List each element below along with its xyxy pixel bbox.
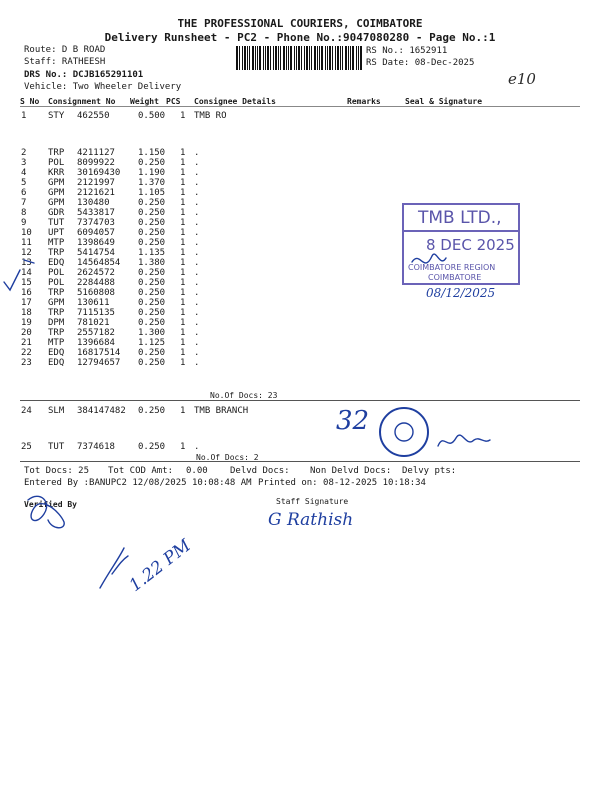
cell-weight: 0.250 bbox=[138, 228, 166, 238]
cell-pcs: 1 bbox=[180, 158, 186, 168]
cell-consignee: . bbox=[194, 198, 200, 208]
cell-consignee: . bbox=[194, 328, 200, 338]
cell-sno: 19 bbox=[21, 318, 32, 328]
cell-weight: 0.250 bbox=[138, 358, 166, 368]
route-label: Route: D B ROAD bbox=[24, 45, 106, 55]
cell-pcs: 1 bbox=[180, 238, 186, 248]
cell-sno: 23 bbox=[21, 358, 32, 368]
cell-sno: 12 bbox=[21, 248, 32, 258]
time-handwritten-note: 1.22 PM bbox=[125, 535, 195, 596]
cell-pcs: 1 bbox=[180, 298, 186, 308]
cell-consignee: . bbox=[194, 178, 200, 188]
total-docs: Tot Docs: 25 bbox=[24, 466, 90, 476]
cell-prefix: UPT bbox=[48, 228, 65, 238]
cell-pcs: 1 bbox=[180, 218, 186, 228]
company-title: THE PROFESSIONAL COURIERS, COIMBATORE bbox=[177, 17, 423, 30]
cell-sno: 24 bbox=[21, 406, 32, 416]
count-handwritten-mark: 32 bbox=[336, 406, 370, 436]
cell-consignment-no: 5160808 bbox=[77, 288, 115, 298]
cell-consignment-no: 7115135 bbox=[77, 308, 115, 318]
cell-consignment-no: 1396684 bbox=[77, 338, 115, 348]
cell-sno: 7 bbox=[21, 198, 27, 208]
cell-sno: 20 bbox=[21, 328, 32, 338]
tick-mark-icon bbox=[4, 270, 20, 290]
cell-pcs: 1 bbox=[180, 178, 186, 188]
cell-consignee: . bbox=[194, 258, 200, 268]
cell-consignee: . bbox=[194, 218, 200, 228]
cell-consignee: . bbox=[194, 278, 200, 288]
verifier-signature-icon bbox=[28, 496, 64, 527]
cell-prefix: EDQ bbox=[48, 358, 65, 368]
cell-consignment-no: 781021 bbox=[77, 318, 110, 328]
cell-prefix: TRP bbox=[48, 328, 65, 338]
cell-consignee: . bbox=[194, 288, 200, 298]
cell-weight: 0.250 bbox=[138, 348, 166, 358]
cell-sno: 9 bbox=[21, 218, 27, 228]
cell-prefix: EDQ bbox=[48, 258, 65, 268]
cell-weight: 1.125 bbox=[138, 338, 166, 348]
cell-prefix: TUT bbox=[48, 442, 65, 452]
cell-consignee: TMB RO bbox=[194, 111, 227, 121]
entered-by: Entered By :BANUPC2 12/08/2025 10:08:48 AM bbox=[24, 478, 252, 488]
stamp-date: 8 DEC 2025 bbox=[426, 236, 515, 254]
cell-consignment-no: 2624572 bbox=[77, 268, 115, 278]
cell-weight: 1.380 bbox=[138, 258, 166, 268]
cell-prefix: STY bbox=[48, 111, 65, 121]
cell-consignee: . bbox=[194, 268, 200, 278]
cell-sno: 18 bbox=[21, 308, 32, 318]
cell-consignment-no: 12794657 bbox=[77, 358, 121, 368]
staff-handwritten-signature: G Rathish bbox=[268, 510, 354, 530]
cell-prefix: DPM bbox=[48, 318, 65, 328]
cell-pcs: 1 bbox=[180, 168, 186, 178]
cell-pcs: 1 bbox=[180, 148, 186, 158]
cell-sno: 14 bbox=[21, 268, 32, 278]
printed-on: Printed on: 08-12-2025 10:18:34 bbox=[258, 478, 426, 488]
handwritten-scribble-icon bbox=[100, 548, 128, 588]
group-count-second: No.Of Docs: 2 bbox=[196, 453, 259, 462]
non-delivered-docs: Non Delvd Docs: bbox=[310, 466, 392, 476]
cell-sno: 8 bbox=[21, 208, 27, 218]
col-consignment: Consignment No bbox=[48, 97, 116, 106]
cell-weight: 0.250 bbox=[138, 268, 166, 278]
cell-weight: 0.500 bbox=[138, 111, 166, 121]
cell-weight: 0.250 bbox=[138, 406, 166, 416]
cell-pcs: 1 bbox=[180, 198, 186, 208]
col-sno: S No bbox=[20, 97, 40, 106]
total-cod-value: 0.00 bbox=[186, 466, 208, 476]
cell-sno: 16 bbox=[21, 288, 32, 298]
drs-number: DRS No.: DCJB165291101 bbox=[24, 70, 144, 80]
cell-consignee: . bbox=[194, 338, 200, 348]
group-count-first: No.Of Docs: 23 bbox=[210, 391, 278, 400]
cell-prefix: POL bbox=[48, 268, 65, 278]
cell-pcs: 1 bbox=[180, 228, 186, 238]
cell-consignment-no: 1398649 bbox=[77, 238, 115, 248]
cell-consignee: . bbox=[194, 308, 200, 318]
cell-prefix: TRP bbox=[48, 288, 65, 298]
cell-weight: 0.250 bbox=[138, 318, 166, 328]
runsheet-subtitle: Delivery Runsheet - PC2 - Phone No.:9047080280 - Page No.:1 bbox=[104, 31, 496, 44]
receiver-signature-icon bbox=[438, 435, 490, 446]
cell-pcs: 1 bbox=[180, 248, 186, 258]
cell-consignment-no: 2121997 bbox=[77, 178, 115, 188]
stamp-name: TMB LTD., bbox=[418, 208, 502, 228]
cell-prefix: GPM bbox=[48, 178, 65, 188]
cell-weight: 0.250 bbox=[138, 218, 166, 228]
cell-weight: 0.250 bbox=[138, 442, 166, 452]
cell-consignment-no: 5414754 bbox=[77, 248, 115, 258]
verified-by: Verified By bbox=[24, 500, 77, 509]
cell-consignee: . bbox=[194, 298, 200, 308]
cell-prefix: TRP bbox=[48, 308, 65, 318]
cell-pcs: 1 bbox=[180, 288, 186, 298]
col-remarks: Remarks bbox=[347, 97, 381, 106]
cell-consignment-no: 30169430 bbox=[77, 168, 121, 178]
cell-prefix: GDR bbox=[48, 208, 65, 218]
cell-prefix: SLM bbox=[48, 406, 65, 416]
cell-consignment-no: 384147482 bbox=[77, 406, 126, 416]
rs-number: RS No.: 1652911 bbox=[366, 46, 448, 56]
cell-consignee: . bbox=[194, 442, 200, 452]
cell-weight: 1.370 bbox=[138, 178, 166, 188]
cell-consignee: . bbox=[194, 228, 200, 238]
cell-prefix: GPM bbox=[48, 298, 65, 308]
delivered-docs: Delvd Docs: bbox=[230, 466, 290, 476]
cell-sno: 3 bbox=[21, 158, 27, 168]
cell-pcs: 1 bbox=[180, 188, 186, 198]
cell-consignment-no: 462550 bbox=[77, 111, 110, 121]
cell-sno: 6 bbox=[21, 188, 27, 198]
cell-consignment-no: 130611 bbox=[77, 298, 110, 308]
cell-weight: 1.135 bbox=[138, 248, 166, 258]
cell-sno: 11 bbox=[21, 238, 32, 248]
cell-consignee: . bbox=[194, 248, 200, 258]
stamp-city: COIMBATORE bbox=[428, 273, 482, 282]
col-seal: Seal & Signature bbox=[405, 97, 483, 106]
cell-weight: 1.190 bbox=[138, 168, 166, 178]
cell-sno: 22 bbox=[21, 348, 32, 358]
cell-sno: 10 bbox=[21, 228, 32, 238]
cell-pcs: 1 bbox=[180, 442, 186, 452]
cell-consignment-no: 16817514 bbox=[77, 348, 121, 358]
cell-pcs: 1 bbox=[180, 308, 186, 318]
cell-consignee: . bbox=[194, 148, 200, 158]
cell-prefix: TUT bbox=[48, 218, 65, 228]
cell-sno: 25 bbox=[21, 442, 32, 452]
cell-sno: 13 bbox=[21, 258, 32, 268]
cell-weight: 0.250 bbox=[138, 158, 166, 168]
col-pcs: PCS bbox=[166, 97, 181, 106]
cell-consignment-no: 2284488 bbox=[77, 278, 115, 288]
cell-consignee: . bbox=[194, 208, 200, 218]
cell-pcs: 1 bbox=[180, 208, 186, 218]
cell-prefix: KRR bbox=[48, 168, 65, 178]
cell-sno: 4 bbox=[21, 168, 27, 178]
cell-consignment-no: 8099922 bbox=[77, 158, 115, 168]
cell-weight: 0.250 bbox=[138, 278, 166, 288]
cell-prefix: TRP bbox=[48, 248, 65, 258]
cell-weight: 0.250 bbox=[138, 208, 166, 218]
staff-signature-label: Staff Signature bbox=[276, 497, 349, 506]
rs-date: RS Date: 08-Dec-2025 bbox=[366, 58, 475, 68]
cell-weight: 0.250 bbox=[138, 308, 166, 318]
cell-sno: 15 bbox=[21, 278, 32, 288]
cell-weight: 0.250 bbox=[138, 198, 166, 208]
cell-sno: 1 bbox=[21, 111, 27, 121]
cell-prefix: MTP bbox=[48, 238, 65, 248]
cell-consignment-no: 7374703 bbox=[77, 218, 115, 228]
cell-consignment-no: 2121621 bbox=[77, 188, 115, 198]
cell-consignee: . bbox=[194, 358, 200, 368]
cell-pcs: 1 bbox=[180, 268, 186, 278]
stamp-signature-icon bbox=[412, 254, 446, 263]
cell-consignee: . bbox=[194, 238, 200, 248]
cell-weight: 0.250 bbox=[138, 288, 166, 298]
stamp-region: COIMBATORE REGION bbox=[408, 263, 496, 272]
delivery-points: Delvy pts: bbox=[402, 466, 457, 476]
cell-weight: 1.150 bbox=[138, 148, 166, 158]
cell-consignee: . bbox=[194, 158, 200, 168]
vehicle-label: Vehicle: Two Wheeler Delivery bbox=[24, 82, 182, 92]
cell-pcs: 1 bbox=[180, 406, 186, 416]
cell-pcs: 1 bbox=[180, 348, 186, 358]
top-handwritten-mark: e10 bbox=[508, 70, 536, 88]
cell-consignment-no: 7374618 bbox=[77, 442, 115, 452]
cell-sno: 17 bbox=[21, 298, 32, 308]
cell-prefix: MTP bbox=[48, 338, 65, 348]
cell-sno: 2 bbox=[21, 148, 27, 158]
cell-prefix: POL bbox=[48, 278, 65, 288]
margin-mark-icon bbox=[24, 260, 34, 263]
cell-weight: 0.250 bbox=[138, 238, 166, 248]
round-seal-icon bbox=[380, 408, 428, 456]
cell-consignment-no: 2557182 bbox=[77, 328, 115, 338]
cell-consignment-no: 6094057 bbox=[77, 228, 115, 238]
staff-label: Staff: RATHEESH bbox=[24, 57, 106, 67]
cell-consignment-no: 130480 bbox=[77, 198, 110, 208]
cell-consignee: . bbox=[194, 168, 200, 178]
cell-prefix: GPM bbox=[48, 198, 65, 208]
cell-consignee: . bbox=[194, 188, 200, 198]
cell-sno: 21 bbox=[21, 338, 32, 348]
col-weight: Weight bbox=[130, 97, 159, 106]
col-consignee: Consignee Details bbox=[194, 97, 276, 106]
cell-consignee: . bbox=[194, 318, 200, 328]
cell-consignee: . bbox=[194, 348, 200, 358]
cell-consignment-no: 14564854 bbox=[77, 258, 121, 268]
cell-pcs: 1 bbox=[180, 358, 186, 368]
cell-sno: 5 bbox=[21, 178, 27, 188]
cell-weight: 1.300 bbox=[138, 328, 166, 338]
cell-pcs: 1 bbox=[180, 328, 186, 338]
total-cod-label: Tot COD Amt: bbox=[108, 466, 174, 476]
cell-prefix: GPM bbox=[48, 188, 65, 198]
cell-consignment-no: 4211127 bbox=[77, 148, 115, 158]
cell-prefix: TRP bbox=[48, 148, 65, 158]
cell-pcs: 1 bbox=[180, 278, 186, 288]
cell-pcs: 1 bbox=[180, 318, 186, 328]
cell-pcs: 1 bbox=[180, 258, 186, 268]
cell-prefix: POL bbox=[48, 158, 65, 168]
cell-prefix: EDQ bbox=[48, 348, 65, 358]
cell-consignee: TMB BRANCH bbox=[194, 406, 249, 416]
stamp-handwritten-date: 08/12/2025 bbox=[426, 286, 496, 300]
cell-pcs: 1 bbox=[180, 111, 186, 121]
cell-pcs: 1 bbox=[180, 338, 186, 348]
cell-consignment-no: 5433817 bbox=[77, 208, 115, 218]
cell-weight: 0.250 bbox=[138, 298, 166, 308]
cell-weight: 1.105 bbox=[138, 188, 166, 198]
